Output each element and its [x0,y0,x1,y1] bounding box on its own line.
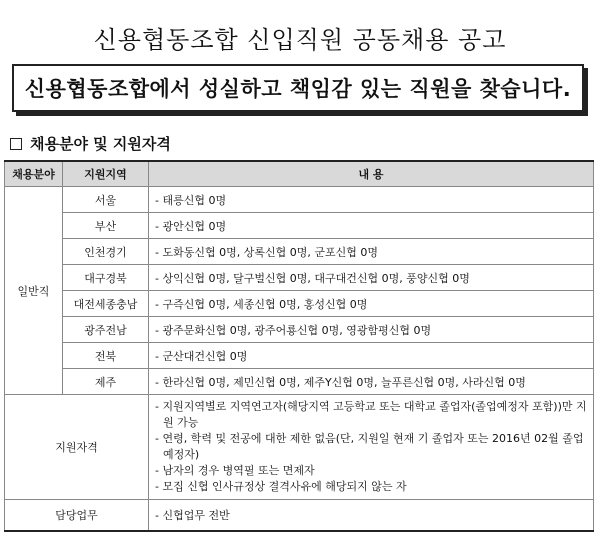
recruitment-table [4,160,594,532]
region-cell: 서울 [63,187,149,213]
section-heading [10,133,171,154]
table-row [5,187,594,213]
checkbox-square-icon [10,138,22,150]
list-item: - 지원지역별로 지역연고자(해당지역 고등학교 또는 대학교 졸업자(졸업예정자 포함))만 지원 가능 [155,400,587,429]
content-cell: - 광안신협 0명 [149,213,594,239]
region-cell: 인천경기 [63,239,149,265]
qualification-cell [149,395,594,500]
content-cell: - 구즉신협 0명, 세종신협 0명, 홍성신협 0명 [149,291,594,317]
table-header-row [5,161,594,187]
region-cell: 대구경북 [63,265,149,291]
content-cell: - 군산대건신협 0명 [149,343,594,369]
table-row [5,369,594,395]
content-cell: - 한라신협 0명, 제민신협 0명, 제주Y신협 0명, 늘푸른신협 0명, 사라신협 0명 [149,369,594,395]
table-row [5,265,594,291]
region-cell: 전북 [63,343,149,369]
table-row [5,291,594,317]
duty-label: 담당업무 [5,500,149,532]
headline-text: 신용협동조합에서 성실하고 책임감 있는 직원을 찾습니다. [24,77,572,101]
table-row [5,317,594,343]
section-heading-text: 채용분야 및 지원자격 [30,135,171,153]
header-field: 채용분야 [5,161,63,187]
duty-row [5,500,594,532]
content-cell: - 광주문화신협 0명, 광주어룡신협 0명, 영광함평신협 0명 [149,317,594,343]
content-cell: - 태릉신협 0명 [149,187,594,213]
content-cell: - 도화동신협 0명, 상록신협 0명, 군포신협 0명 [149,239,594,265]
region-cell: 대전세종충남 [63,291,149,317]
table-row [5,239,594,265]
header-content: 내 용 [149,161,594,187]
table-row [5,213,594,239]
list-item: - 남자의 경우 병역필 또는 면제자 [155,464,315,477]
table-row [5,343,594,369]
headline-banner [12,64,584,112]
qualification-list [155,399,587,495]
header-region: 지원지역 [63,161,149,187]
qualification-label: 지원자격 [5,395,149,500]
duty-cell: - 신협업무 전반 [149,500,594,532]
list-item: - 연령, 학력 및 전공에 대한 제한 없음(단, 지원일 현재 기 졸업자 또는 2016년 02월 졸업예정자) [155,432,584,461]
page-title: 신용협동조합 신입직원 공동채용 공고 [93,26,507,54]
region-cell: 광주전남 [63,317,149,343]
field-cell: 일반직 [5,187,63,395]
region-cell: 부산 [63,213,149,239]
content-cell: - 상익신협 0명, 달구벌신협 0명, 대구대건신협 0명, 풍양신협 0명 [149,265,594,291]
qualification-row [5,395,594,500]
region-cell: 제주 [63,369,149,395]
list-item: - 모집 신협 인사규정상 결격사유에 해당되지 않는 자 [155,480,407,493]
